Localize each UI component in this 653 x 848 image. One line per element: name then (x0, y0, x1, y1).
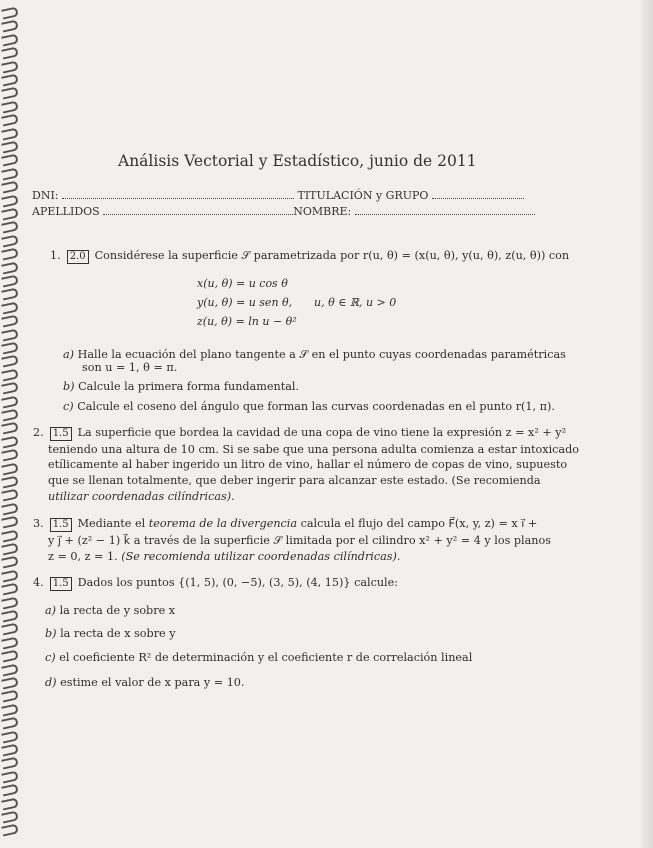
score-box: 1.5 (50, 577, 72, 591)
spiral-ring (1, 542, 19, 555)
dni-label: DNI: (32, 189, 59, 202)
question-text: Mediante el (77, 517, 149, 530)
spiral-ring (1, 462, 19, 475)
question-4b (45, 628, 176, 639)
spiral-ring (1, 100, 19, 113)
item-text: el coeficiente R² de determinación y el coeficiente r de correlación lineal (59, 651, 473, 664)
page-title: Análisis Vectorial y Estadístico, junio de 2011 (118, 152, 477, 170)
equation-y: y(u, θ) = u sen θ, (197, 296, 293, 309)
spiral-ring (1, 717, 19, 730)
spiral-ring (1, 650, 19, 663)
spiral-ring (1, 341, 19, 354)
spiral-ring (1, 355, 19, 368)
question-number: 3. (33, 517, 44, 530)
spiral-ring (1, 20, 19, 33)
spiral-ring (1, 529, 19, 542)
score-box: 1.5 (50, 427, 72, 441)
spiral-ring (1, 757, 19, 770)
question-number: 1. (50, 249, 61, 262)
question-text: calcula el flujo del campo F⃗(x, y, z) = x i⃗ + (297, 517, 538, 530)
spiral-ring (1, 194, 19, 207)
question-2-line: que se llenan totalmente, que deber ingerir para alcanzar este estado. (Se recomienda (48, 474, 541, 487)
question-1c (63, 401, 555, 412)
item-label: d) (45, 676, 57, 689)
spiral-ring (1, 583, 19, 596)
spiral-ring (1, 422, 19, 435)
spiral-ring (1, 73, 19, 86)
spiral-ring (1, 288, 19, 301)
spiral-ring (1, 435, 19, 448)
spiral-ring (1, 167, 19, 180)
spiral-ring (1, 663, 19, 676)
spiral-ring (1, 489, 19, 502)
equation-x: x(u, θ) = u cos θ (197, 277, 288, 290)
question-2-line: teniendo una altura de 10 cm. Si se sabe que una persona adulta comienza a estar intoxicado (48, 443, 580, 456)
question-4 (33, 577, 398, 591)
equation-condition: u, θ ∈ ℝ, u > 0 (314, 296, 397, 309)
spiral-ring (1, 127, 19, 140)
equation-z: z(u, θ) = ln u − θ² (197, 315, 297, 328)
nombre-label: NOMBRE: (293, 205, 352, 218)
question-3 (33, 518, 537, 532)
titulacion-label: TITULACIÓN y GRUPO (297, 189, 429, 202)
question-text: Considérese la superficie 𝒮 parametrizada por r(u, θ) = (x(u, θ), y(u, θ), z(u, θ)) con (94, 249, 570, 262)
spiral-ring (1, 47, 19, 60)
spiral-ring (1, 382, 19, 395)
item-label: b) (45, 627, 57, 640)
spiral-ring (1, 636, 19, 649)
spiral-ring (1, 60, 19, 73)
question-1 (50, 250, 569, 264)
item-label: c) (63, 400, 74, 413)
dni-row (32, 189, 524, 202)
question-text-emphasis: (Se recomienda utilizar coordenadas cilíndricas). (121, 550, 401, 563)
spiral-ring (1, 502, 19, 515)
question-text: La superficie que bordea la cavidad de una copa de vino tiene la expresión z = x² + y² (77, 426, 567, 439)
spiral-ring (1, 690, 19, 703)
spiral-ring (1, 556, 19, 569)
question-text: z = 0, z = 1. (48, 550, 122, 563)
spiral-ring (1, 770, 19, 783)
spiral-ring (1, 328, 19, 341)
spiral-ring (1, 596, 19, 609)
spiral-ring (1, 221, 19, 234)
question-text: Dados los puntos {(1, 5), (0, −5), (3, 5), (4, 15)} calcule: (77, 576, 399, 589)
item-text: Calcule la primera forma fundamental. (78, 380, 299, 393)
spiral-ring (1, 408, 19, 421)
item-text: la recta de x sobre y (60, 627, 176, 640)
apellidos-field[interactable] (103, 205, 293, 215)
apellidos-label: APELLIDOS (32, 205, 100, 218)
question-2 (33, 427, 566, 441)
question-3-line (48, 551, 400, 562)
question-1b (63, 381, 299, 392)
spiral-ring (1, 623, 19, 636)
titulacion-field[interactable] (432, 189, 524, 199)
question-number: 2. (33, 426, 44, 439)
spiral-ring (1, 181, 19, 194)
page-edge-shadow (639, 0, 653, 848)
item-text: la recta de y sobre x (59, 604, 176, 617)
spiral-ring (1, 33, 19, 46)
question-4a (45, 605, 175, 616)
spiral-ring (1, 234, 19, 247)
spiral-ring (1, 114, 19, 127)
spiral-ring (1, 248, 19, 261)
question-3-line: y j⃗ + (z² − 1) k⃗ a través de la superficie 𝒮 limitada por el cilindro x² + y² = 4 y los planos (48, 534, 551, 547)
spiral-ring (1, 315, 19, 328)
item-text: estime el valor de x para y = 10. (60, 676, 245, 689)
question-2-line: utilizar coordenadas cilíndricas). (48, 490, 235, 503)
question-number: 4. (33, 576, 44, 589)
spiral-ring (1, 703, 19, 716)
nombre-field[interactable] (355, 205, 535, 215)
spiral-ring (1, 824, 19, 837)
item-text: Halle la ecuación del plano tangente a 𝒮 en el punto cuyas coordenadas paramétricas (77, 348, 566, 361)
spiral-ring (1, 569, 19, 582)
question-4d (45, 677, 245, 688)
item-text: Calcule el coseno del ángulo que forman las curvas coordenadas en el punto r(1, π). (77, 400, 555, 413)
item-label: c) (45, 651, 56, 664)
spiral-ring (1, 261, 19, 274)
dni-field[interactable] (62, 189, 294, 199)
question-4c (45, 652, 472, 663)
score-box: 2.0 (67, 250, 89, 264)
item-label: b) (63, 380, 75, 393)
item-label: a) (45, 604, 57, 617)
question-text-emphasis: teorema de la divergencia (148, 517, 298, 530)
spiral-ring (1, 810, 19, 823)
spiral-ring (1, 609, 19, 622)
spiral-ring (1, 797, 19, 810)
spiral-ring (1, 6, 19, 19)
spiral-ring (1, 516, 19, 529)
question-1a-cont: son u = 1, θ = π. (82, 361, 178, 374)
spiral-binding (0, 0, 22, 848)
spiral-ring (1, 475, 19, 488)
score-box: 1.5 (50, 518, 72, 532)
spiral-ring (1, 730, 19, 743)
spiral-ring (1, 743, 19, 756)
question-2-line: etílicamente al haber ingerido un litro de vino, hallar el número de copas de vino, supuesto (48, 458, 568, 471)
spiral-ring (1, 154, 19, 167)
spiral-ring (1, 140, 19, 153)
spiral-ring (1, 274, 19, 287)
spiral-ring (1, 368, 19, 381)
spiral-ring (1, 676, 19, 689)
spiral-ring (1, 449, 19, 462)
apellidos-row (32, 205, 535, 218)
spiral-ring (1, 207, 19, 220)
spiral-ring (1, 301, 19, 314)
spiral-ring (1, 784, 19, 797)
spiral-ring (1, 87, 19, 100)
spiral-ring (1, 395, 19, 408)
question-1a (63, 349, 566, 360)
item-label: a) (63, 348, 75, 361)
